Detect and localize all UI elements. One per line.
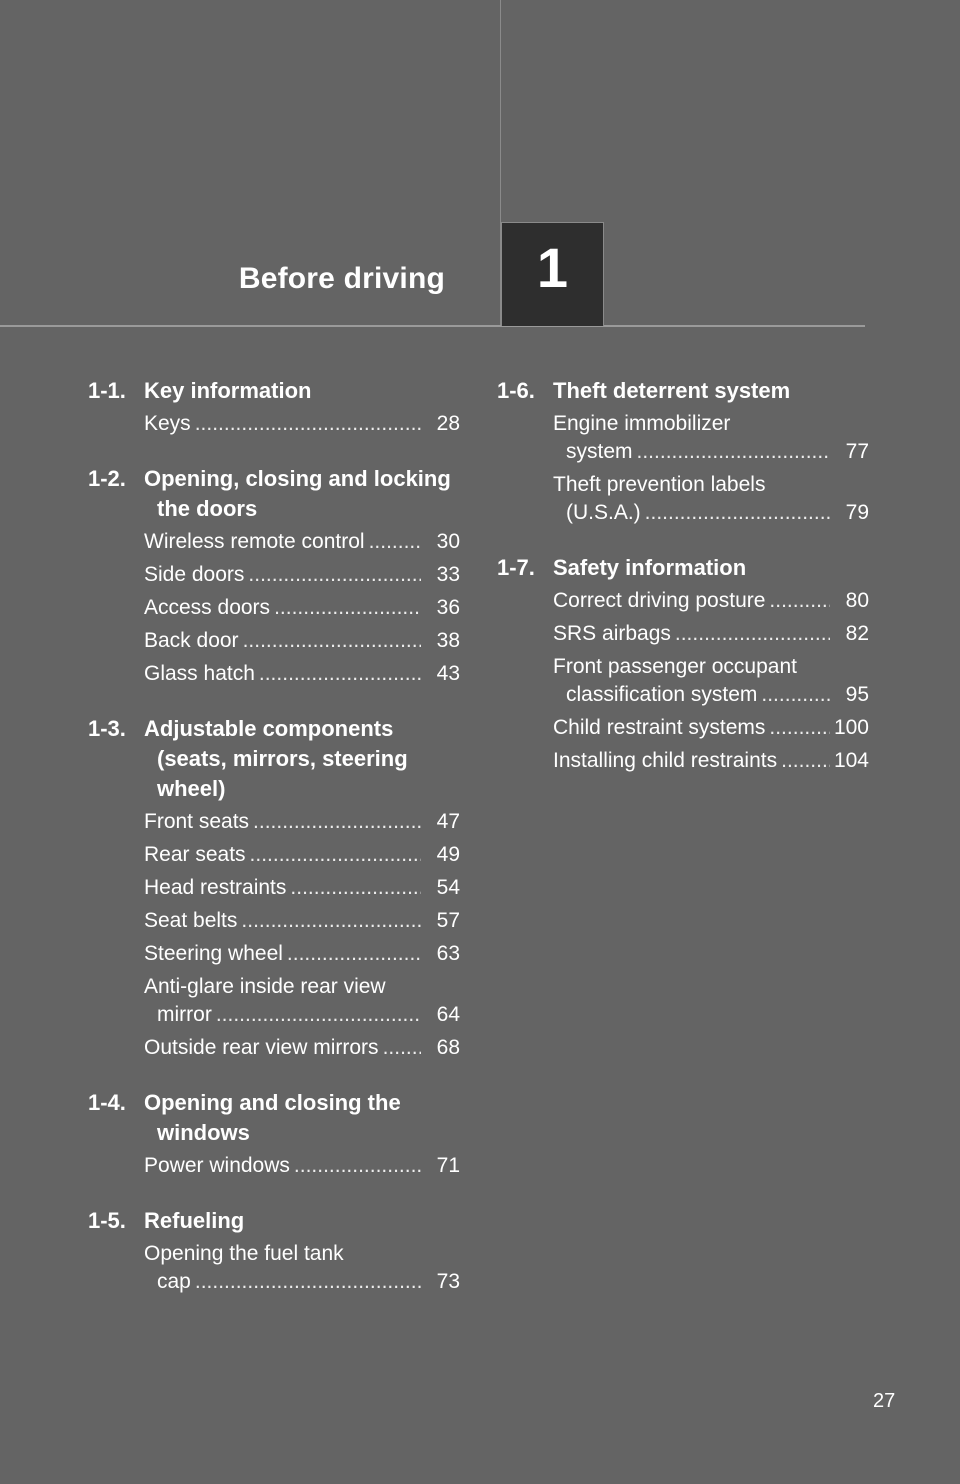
section-number: 1-3.: [88, 716, 126, 741]
entry-label-continued: mirror: [157, 1003, 212, 1026]
chapter-number: 1: [536, 236, 569, 299]
section-title: Opening and closing the windows: [144, 1090, 401, 1145]
entry-row: [553, 620, 869, 648]
entry-page-number: 64: [436, 1003, 460, 1026]
section-title: Safety information: [553, 555, 747, 580]
entry-page-number: 33: [436, 563, 460, 586]
section-heading[interactable]: [88, 1088, 460, 1148]
toc-entry[interactable]: [553, 620, 869, 648]
entry-row: [144, 940, 460, 968]
toc-entry[interactable]: [144, 561, 460, 589]
dot-leader: [248, 561, 421, 589]
entry-page-number: 80: [845, 589, 869, 612]
dot-leader: [369, 528, 421, 556]
dot-leader: [675, 620, 830, 648]
entry-label: Front seats: [144, 810, 250, 833]
toc-column-left: [88, 376, 460, 1322]
toc-entry[interactable]: [144, 1034, 460, 1062]
entry-page-number: 36: [436, 596, 460, 619]
toc-section: [497, 376, 869, 527]
dot-leader: [637, 438, 830, 466]
toc-entry[interactable]: [144, 1240, 460, 1296]
section-number: 1-4.: [88, 1090, 126, 1115]
entry-label: Correct driving posture: [553, 589, 766, 612]
dot-leader: [241, 907, 421, 935]
entry-label: Back door: [144, 629, 239, 652]
entry-label: Child restraint systems: [553, 716, 766, 739]
section-title: Theft deterrent system: [553, 378, 791, 403]
toc-section: [88, 1206, 460, 1296]
section-title: Refueling: [144, 1208, 245, 1233]
toc-column-right: [497, 376, 869, 801]
entry-row: [144, 874, 460, 902]
entry-page-number: 63: [436, 942, 460, 965]
dot-leader: [287, 940, 421, 968]
entry-row: [144, 561, 460, 589]
dot-leader: [645, 499, 830, 527]
entry-row: [144, 594, 460, 622]
toc-section: [88, 714, 460, 1062]
toc-section: [88, 1088, 460, 1180]
dot-leader: [195, 410, 421, 438]
entry-page-number: 49: [436, 843, 460, 866]
entry-label: Keys: [144, 412, 191, 435]
dot-leader: [290, 874, 421, 902]
dot-leader: [769, 587, 830, 615]
dot-leader: [195, 1268, 421, 1296]
section-number: 1-5.: [88, 1208, 126, 1233]
entry-page-number: 28: [436, 412, 460, 435]
toc-section: [88, 464, 460, 688]
toc-entry[interactable]: [144, 1152, 460, 1180]
section-heading[interactable]: [88, 1206, 460, 1236]
entry-label: Glass hatch: [144, 662, 255, 685]
entry-row: [144, 627, 460, 655]
toc-entry[interactable]: [144, 808, 460, 836]
section-entries: [88, 528, 460, 688]
entry-label: Power windows: [144, 1154, 290, 1177]
section-number: 1-1.: [88, 378, 126, 403]
entry-row: [144, 660, 460, 688]
dot-leader: [259, 660, 421, 688]
section-entries: [88, 1240, 460, 1296]
entry-page-number: 82: [845, 622, 869, 645]
section-heading[interactable]: [88, 376, 460, 406]
entry-label: Side doors: [144, 563, 245, 586]
entry-label: Steering wheel: [144, 942, 283, 965]
entry-row: [144, 907, 460, 935]
toc-entry[interactable]: [144, 594, 460, 622]
entry-label: Access doors: [144, 596, 271, 619]
entry-label: Wireless remote control: [144, 530, 365, 553]
entry-label: Installing child restraints: [553, 749, 778, 772]
section-heading[interactable]: [497, 553, 869, 583]
toc-entry[interactable]: [553, 587, 869, 615]
toc-entry[interactable]: [144, 410, 460, 438]
toc-entry[interactable]: [144, 627, 460, 655]
entry-label: Rear seats: [144, 843, 246, 866]
section-entries: [88, 1152, 460, 1180]
entry-row: [144, 841, 460, 869]
entry-page-number: 71: [436, 1154, 460, 1177]
entry-label: Theft prevention labels: [553, 473, 766, 496]
entry-row: [553, 681, 869, 709]
entry-page-number: 77: [845, 440, 869, 463]
entry-label: SRS airbags: [553, 622, 671, 645]
entry-page-number: 43: [436, 662, 460, 685]
entry-page-number: 30: [436, 530, 460, 553]
toc-entry[interactable]: [144, 874, 460, 902]
toc-entry[interactable]: [144, 841, 460, 869]
entry-label-continued: system: [566, 440, 633, 463]
entry-page-number: 54: [436, 876, 460, 899]
dot-leader: [781, 747, 830, 775]
entry-row: [144, 528, 460, 556]
section-title: Key information: [144, 378, 312, 403]
section-heading[interactable]: [88, 464, 460, 524]
entry-label-continued: classification system: [566, 683, 758, 706]
toc-entry[interactable]: [144, 528, 460, 556]
entry-page-number: 95: [845, 683, 869, 706]
section-entries: [497, 587, 869, 775]
dot-leader: [253, 808, 421, 836]
toc-entry[interactable]: [553, 471, 869, 527]
dot-leader: [216, 1001, 421, 1029]
section-heading[interactable]: [88, 714, 460, 804]
section-title: Opening, closing and locking the doors: [144, 466, 451, 521]
entry-page-number: 47: [436, 810, 460, 833]
section-entries: [497, 410, 869, 527]
entry-row: [553, 438, 869, 466]
dot-leader: [383, 1034, 421, 1062]
entry-label: Front passenger occupant: [553, 655, 797, 678]
toc-section: [497, 553, 869, 775]
dot-leader: [769, 714, 830, 742]
toc-entry[interactable]: [144, 940, 460, 968]
entry-label: Seat belts: [144, 909, 238, 932]
dot-leader: [294, 1152, 421, 1180]
chapter-number-tab: [501, 222, 604, 326]
entry-row: [553, 714, 869, 742]
entry-row: [144, 1034, 460, 1062]
entry-row: [553, 499, 869, 527]
section-number: 1-7.: [497, 555, 535, 580]
entry-label: Anti-glare inside rear view: [144, 975, 386, 998]
entry-label: Engine immobilizer: [553, 412, 731, 435]
dot-leader: [274, 594, 421, 622]
section-entries: [88, 808, 460, 1062]
entry-page-number: 38: [436, 629, 460, 652]
dot-leader: [250, 841, 421, 869]
dot-leader: [761, 681, 830, 709]
entry-page-number: 104: [833, 749, 869, 772]
entry-label: Opening the fuel tank: [144, 1242, 344, 1265]
entry-page-number: 100: [833, 716, 869, 739]
entry-page-number: 73: [436, 1270, 460, 1293]
toc-entry[interactable]: [553, 714, 869, 742]
toc-entry[interactable]: [553, 747, 869, 775]
toc-entry[interactable]: [553, 410, 869, 466]
section-number: 1-6.: [497, 378, 535, 403]
toc-entry[interactable]: [144, 973, 460, 1029]
entry-row: [144, 410, 460, 438]
toc-section: [88, 376, 460, 438]
toc-entry[interactable]: [553, 653, 869, 709]
header-horizontal-rule: [0, 325, 865, 327]
entry-page-number: 68: [436, 1036, 460, 1059]
chapter-title: Before driving: [238, 262, 445, 295]
page-number: 27: [873, 1390, 896, 1412]
entry-page-number: 57: [436, 909, 460, 932]
dot-leader: [243, 627, 421, 655]
toc-entry[interactable]: [144, 907, 460, 935]
section-title: Adjustable components (seats, mirrors, steering wheel): [144, 716, 408, 801]
entry-row: [144, 1001, 460, 1029]
toc-entry[interactable]: [144, 660, 460, 688]
entry-label: Outside rear view mirrors: [144, 1036, 379, 1059]
entry-label-continued: (U.S.A.): [566, 501, 641, 524]
entry-row: [553, 587, 869, 615]
section-entries: [88, 410, 460, 438]
entry-row: [144, 808, 460, 836]
entry-page-number: 79: [845, 501, 869, 524]
entry-label: Head restraints: [144, 876, 287, 899]
section-number: 1-2.: [88, 466, 126, 491]
entry-row: [144, 1268, 460, 1296]
entry-label-continued: cap: [157, 1270, 191, 1293]
entry-row: [144, 1152, 460, 1180]
entry-row: [553, 747, 869, 775]
section-heading[interactable]: [497, 376, 869, 406]
